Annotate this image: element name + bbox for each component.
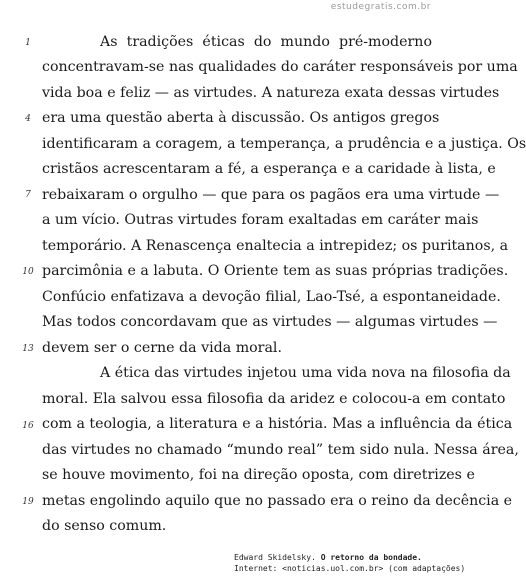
text-line: com a teologia, a literatura e a história. Mas a influência da ética [42, 416, 513, 432]
line-number: 16 [22, 421, 34, 431]
text-line: temporário. A Renascença enaltecia a intrepidez; os puritanos, a [42, 238, 509, 254]
text-line: moral. Ela salvou essa filosofia da aridez e colocou-a em contato [42, 391, 506, 407]
text-line: vida boa e feliz — as virtudes. A natureza exata dessas virtudes [42, 85, 500, 101]
text-line: se houve movimento, foi na direção oposta, com diretrizes e [42, 467, 475, 483]
text-line: concentravam-se nas qualidades do caráter responsáveis por uma [42, 59, 518, 75]
source-reference: Internet: <noticias.uol.com.br> (com adaptações) [234, 564, 466, 573]
text-line: parcimônia e a labuta. O Oriente tem as suas próprias tradições. [42, 263, 509, 279]
text-line: do senso comum. [42, 518, 167, 534]
source-title: O retorno da bondade. [320, 553, 422, 562]
line-number: 4 [25, 114, 31, 124]
text-line: a um vício. Outras virtudes foram exaltadas em caráter mais [42, 212, 479, 228]
text-line: identificaram a coragem, a temperança, a prudência e a justiça. Os [42, 136, 526, 152]
text-line: Mas todos concordavam que as virtudes — algumas virtudes — [42, 314, 498, 330]
source-citation [234, 553, 422, 563]
text-line: As tradições éticas do mundo pré-moderno [100, 34, 432, 50]
text-line: era uma questão aberta à discussão. Os antigos gregos [42, 110, 440, 126]
line-number: 7 [25, 190, 31, 200]
line-number: 13 [22, 344, 34, 354]
source-author: Edward Skidelsky. [234, 553, 316, 562]
text-line: metas engolindo aquilo que no passado era o reino da decência e [42, 493, 513, 509]
line-number: 1 [25, 38, 31, 48]
watermark: estudegratis.com.br [330, 2, 431, 12]
text-line: cristãos acrescentaram a fé, a esperança e a caridade à lista, e [42, 161, 496, 177]
text-line: das virtudes no chamado “mundo real” tem sido nula. Nessa área, [42, 442, 519, 458]
text-line: devem ser o cerne da vida moral. [42, 340, 282, 356]
text-line: A ética das virtudes injetou uma vida nova na filosofia da [100, 365, 511, 381]
text-line: rebaixaram o orgulho — que para os pagãos era uma virtude — [42, 187, 500, 203]
line-number: 19 [22, 497, 34, 507]
line-number: 10 [22, 267, 34, 277]
text-line: Confúcio enfatizava a devoção filial, Lao-Tsé, a espontaneidade. [42, 289, 501, 305]
